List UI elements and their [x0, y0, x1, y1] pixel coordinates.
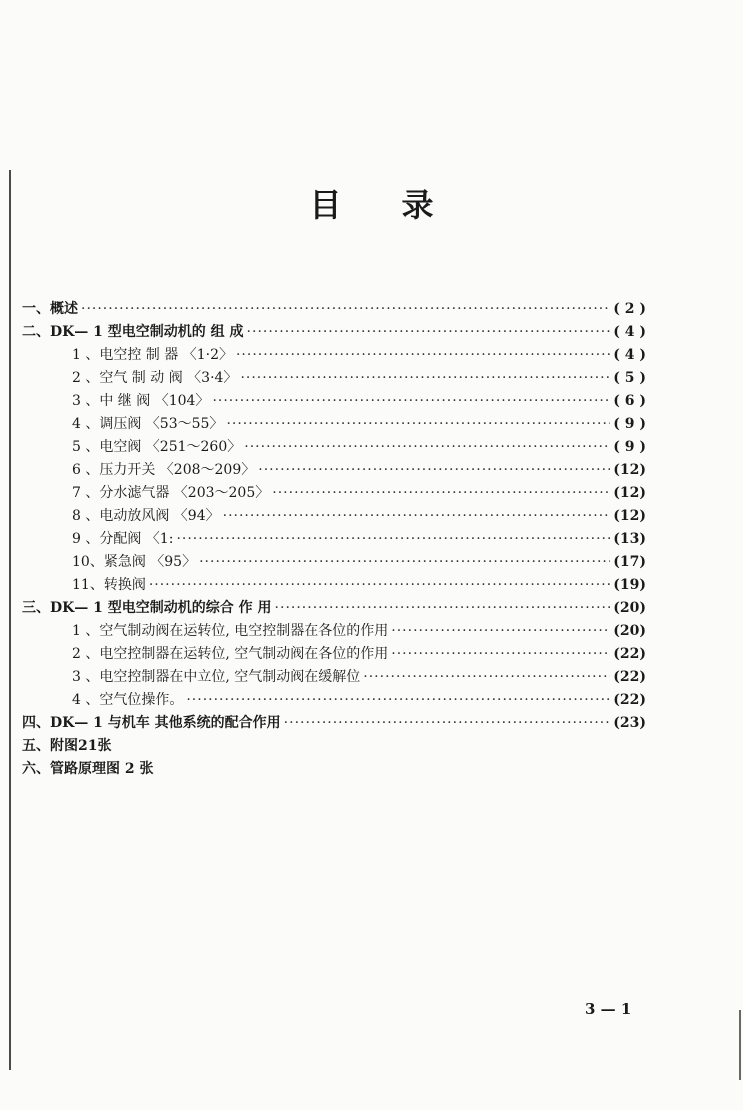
toc-entry	[22, 367, 646, 390]
toc-dot-leader	[186, 689, 610, 712]
toc-entry-text: 4 、空气位操作。	[72, 692, 184, 708]
toc-entry-text: 7 、分水滤气器 〈203～205〉	[72, 485, 270, 501]
toc-page-number: ( 6 )	[613, 393, 646, 409]
toc-dot-leader	[199, 551, 610, 574]
toc-page-number: (22)	[613, 692, 646, 708]
toc-entry	[22, 436, 646, 459]
toc-page-number: (20)	[613, 623, 646, 639]
toc-page-number: (19)	[613, 577, 646, 593]
toc-entry-text: 二、DK— 1 型电空制动机的 组 成	[22, 324, 244, 340]
toc-dot-leader	[223, 505, 611, 528]
toc-dot-leader	[275, 597, 611, 620]
title-char-left: 目	[309, 186, 342, 224]
toc-entry	[22, 505, 646, 528]
toc-page-number: (22)	[613, 669, 646, 685]
toc-dot-leader	[247, 321, 611, 344]
toc-entry	[22, 666, 646, 689]
scan-edge-right	[739, 1010, 741, 1080]
toc-entry	[22, 574, 646, 597]
toc-entry-text: 6 、压力开关 〈208～209〉	[72, 462, 256, 478]
toc-dot-leader	[176, 528, 610, 551]
toc-dot-leader	[272, 482, 610, 505]
toc-dot-leader	[236, 344, 610, 367]
toc-entry	[22, 298, 646, 321]
toc-dot-leader	[212, 390, 610, 413]
toc-entry-text: 10、紧急阀 〈95〉	[72, 554, 197, 570]
toc-entry-text: 1 、电空控 制 器 〈1·2〉	[72, 347, 233, 363]
toc-page-number: ( 9 )	[613, 439, 646, 455]
toc-entry-text: 五、附图21张	[22, 738, 112, 754]
toc-entry-text: 2 、空气 制 动 阀 〈3·4〉	[72, 370, 238, 386]
toc-entry-text: 三、DK— 1 型电空制动机的综合 作 用	[22, 600, 272, 616]
table-of-contents	[22, 298, 646, 781]
toc-page-number: (23)	[613, 715, 646, 731]
toc-entry-text: 四、DK— 1 与机车 其他系统的配合作用	[22, 715, 281, 731]
toc-entry	[22, 459, 646, 482]
page-number: 3 — 1	[585, 1000, 632, 1018]
toc-dot-leader	[284, 712, 611, 735]
toc-dot-leader	[240, 367, 610, 390]
toc-entry-text: 4 、调压阀 〈53～55〉	[72, 416, 224, 432]
toc-page-number: ( 2 )	[613, 301, 646, 317]
toc-dot-leader	[391, 643, 610, 666]
toc-page-number: ( 5 )	[613, 370, 646, 386]
toc-entry	[22, 551, 646, 574]
toc-entry-text: 8 、电动放风阀 〈94〉	[72, 508, 220, 524]
toc-entry-text: 5 、电空阀 〈251～260〉	[72, 439, 242, 455]
toc-page-number: ( 4 )	[613, 324, 646, 340]
toc-entry-text: 六、管路原理图 2 张	[22, 761, 154, 777]
toc-page-number: (12)	[613, 508, 646, 524]
toc-entry	[22, 413, 646, 436]
toc-page-number: ( 4 )	[613, 347, 646, 363]
toc-entry	[22, 620, 646, 643]
toc-entry	[22, 321, 646, 344]
toc-entry	[22, 482, 646, 505]
toc-entry	[22, 344, 646, 367]
toc-entry-text: 1 、空气制动阀在运转位, 电空控制器在各位的作用	[72, 623, 389, 639]
toc-entry-text: 3 、中 继 阀 〈104〉	[72, 393, 210, 409]
toc-entry-text: 2 、电空控制器在运转位, 空气制动阀在各位的作用	[72, 646, 389, 662]
scan-edge-left	[9, 170, 11, 1070]
toc-entry	[22, 390, 646, 413]
toc-dot-leader	[149, 574, 610, 597]
toc-entry	[22, 597, 646, 620]
toc-entry	[22, 712, 646, 735]
toc-dot-leader	[226, 413, 610, 436]
toc-entry-text: 一、概述	[22, 301, 78, 317]
toc-dot-leader	[363, 666, 610, 689]
toc-dot-leader	[391, 620, 610, 643]
toc-entry	[22, 643, 646, 666]
toc-dot-leader	[258, 459, 610, 482]
toc-page-number: (13)	[613, 531, 646, 547]
toc-page-number: (22)	[613, 646, 646, 662]
page-title	[0, 180, 743, 226]
toc-page-number: ( 9 )	[613, 416, 646, 432]
toc-page-number: (12)	[613, 485, 646, 501]
title-char-right: 录	[401, 186, 434, 224]
toc-entry	[22, 689, 646, 712]
toc-dot-leader	[244, 436, 610, 459]
toc-entry	[22, 735, 646, 758]
toc-entry-text: 3 、电空控制器在中立位, 空气制动阀在缓解位	[72, 669, 361, 685]
toc-page-number: (17)	[613, 554, 646, 570]
toc-page-number: (12)	[613, 462, 646, 478]
toc-entry-text: 11、转换阀	[72, 577, 146, 593]
toc-entry-text: 9 、分配阀 〈1:	[72, 531, 174, 547]
toc-entry	[22, 528, 646, 551]
toc-entry	[22, 758, 646, 781]
toc-dot-leader	[81, 298, 610, 321]
toc-page-number: (20)	[613, 600, 646, 616]
